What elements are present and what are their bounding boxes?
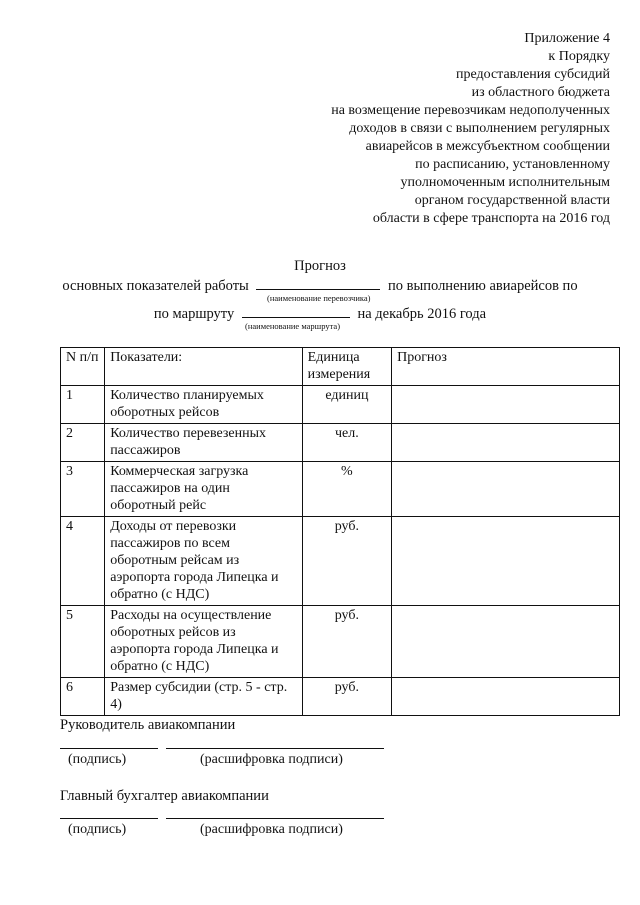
heading-line1-suffix: по выполнению авиарейсов по bbox=[388, 278, 578, 294]
appendix-header bbox=[331, 30, 610, 228]
row-unit: % bbox=[302, 462, 391, 517]
table-row bbox=[61, 678, 620, 716]
forecast-cell[interactable] bbox=[392, 386, 620, 424]
accountant-decoding-caption: (расшифровка подписи) bbox=[200, 822, 343, 837]
row-number: 3 bbox=[61, 462, 105, 517]
column-header-indicator: Показатели: bbox=[105, 348, 302, 386]
appendix-line: области в сфере транспорта на 2016 год bbox=[372, 211, 610, 226]
forecast-cell[interactable] bbox=[392, 517, 620, 606]
row-number: 5 bbox=[61, 606, 105, 678]
table-row bbox=[61, 606, 620, 678]
row-unit: руб. bbox=[302, 606, 391, 678]
row-unit: единиц bbox=[302, 386, 391, 424]
row-indicator: Доходы от перевозки пассажиров по всем оборотным рейсам из аэропорта города Липецка и обратно (с НДС) bbox=[105, 517, 302, 606]
accountant-signature-line[interactable] bbox=[60, 818, 158, 819]
row-indicator: Размер субсидии (стр. 5 - стр. 4) bbox=[105, 678, 302, 716]
table-row bbox=[61, 424, 620, 462]
table-header-row bbox=[61, 348, 620, 386]
director-label: Руководитель авиакомпании bbox=[60, 717, 236, 733]
table-row bbox=[61, 462, 620, 517]
row-indicator: Количество планируемых оборотных рейсов bbox=[105, 386, 302, 424]
row-indicator: Коммерческая загрузка пассажиров на один оборотный рейс bbox=[105, 462, 302, 517]
row-unit: чел. bbox=[302, 424, 391, 462]
appendix-line: доходов в связи с выполнением регулярных bbox=[349, 121, 610, 136]
director-signature-caption: (подпись) bbox=[68, 752, 127, 767]
carrier-name-field[interactable] bbox=[256, 277, 380, 290]
document-title: Прогноз bbox=[294, 258, 346, 274]
accountant-label: Главный бухгалтер авиакомпании bbox=[60, 788, 269, 804]
director-decoding-line[interactable] bbox=[166, 748, 384, 749]
column-header-forecast: Прогноз bbox=[392, 348, 620, 386]
accountant-decoding-line[interactable] bbox=[166, 818, 384, 819]
appendix-line: по расписанию, установленному bbox=[415, 157, 610, 172]
row-unit: руб. bbox=[302, 678, 391, 716]
column-header-number: N п/п bbox=[61, 348, 105, 386]
director-signature-line[interactable] bbox=[60, 748, 158, 749]
column-header-unit: Единица измерения bbox=[302, 348, 391, 386]
table-row bbox=[61, 386, 620, 424]
forecast-cell[interactable] bbox=[392, 424, 620, 462]
forecast-table bbox=[60, 347, 620, 716]
accountant-signature-caption: (подпись) bbox=[68, 822, 127, 837]
appendix-line: органом государственной власти bbox=[414, 193, 610, 208]
appendix-line: авиарейсов в межсубъектном сообщении bbox=[365, 139, 610, 154]
row-number: 4 bbox=[61, 517, 105, 606]
appendix-line: на возмещение перевозчикам недополученных bbox=[331, 103, 610, 118]
appendix-line: уполномоченным исполнительным bbox=[400, 175, 610, 190]
row-number: 2 bbox=[61, 424, 105, 462]
row-number: 6 bbox=[61, 678, 105, 716]
forecast-cell[interactable] bbox=[392, 462, 620, 517]
row-indicator: Расходы на осуществление оборотных рейсов из аэропорта города Липецка и обратно (с НДС) bbox=[105, 606, 302, 678]
carrier-caption: (наименование перевозчика) bbox=[267, 293, 371, 303]
table-row bbox=[61, 517, 620, 606]
heading-line2-prefix: по маршруту bbox=[153, 306, 235, 322]
appendix-line: предоставления субсидий bbox=[455, 67, 610, 82]
appendix-line: из областного бюджета bbox=[471, 85, 610, 100]
row-indicator: Количество перевезенных пассажиров bbox=[105, 424, 302, 462]
forecast-cell[interactable] bbox=[392, 606, 620, 678]
row-number: 1 bbox=[61, 386, 105, 424]
row-unit: руб. bbox=[302, 517, 391, 606]
heading-line2-suffix: на декабрь 2016 года bbox=[357, 306, 487, 322]
director-decoding-caption: (расшифровка подписи) bbox=[200, 752, 343, 767]
route-caption: (наименование маршрута) bbox=[245, 321, 341, 331]
heading-line1-prefix: основных показателей работы bbox=[62, 278, 249, 294]
appendix-line: Приложение 4 bbox=[524, 31, 610, 46]
appendix-line: к Порядку bbox=[548, 49, 610, 64]
forecast-cell[interactable] bbox=[392, 678, 620, 716]
route-name-field[interactable] bbox=[242, 305, 350, 318]
